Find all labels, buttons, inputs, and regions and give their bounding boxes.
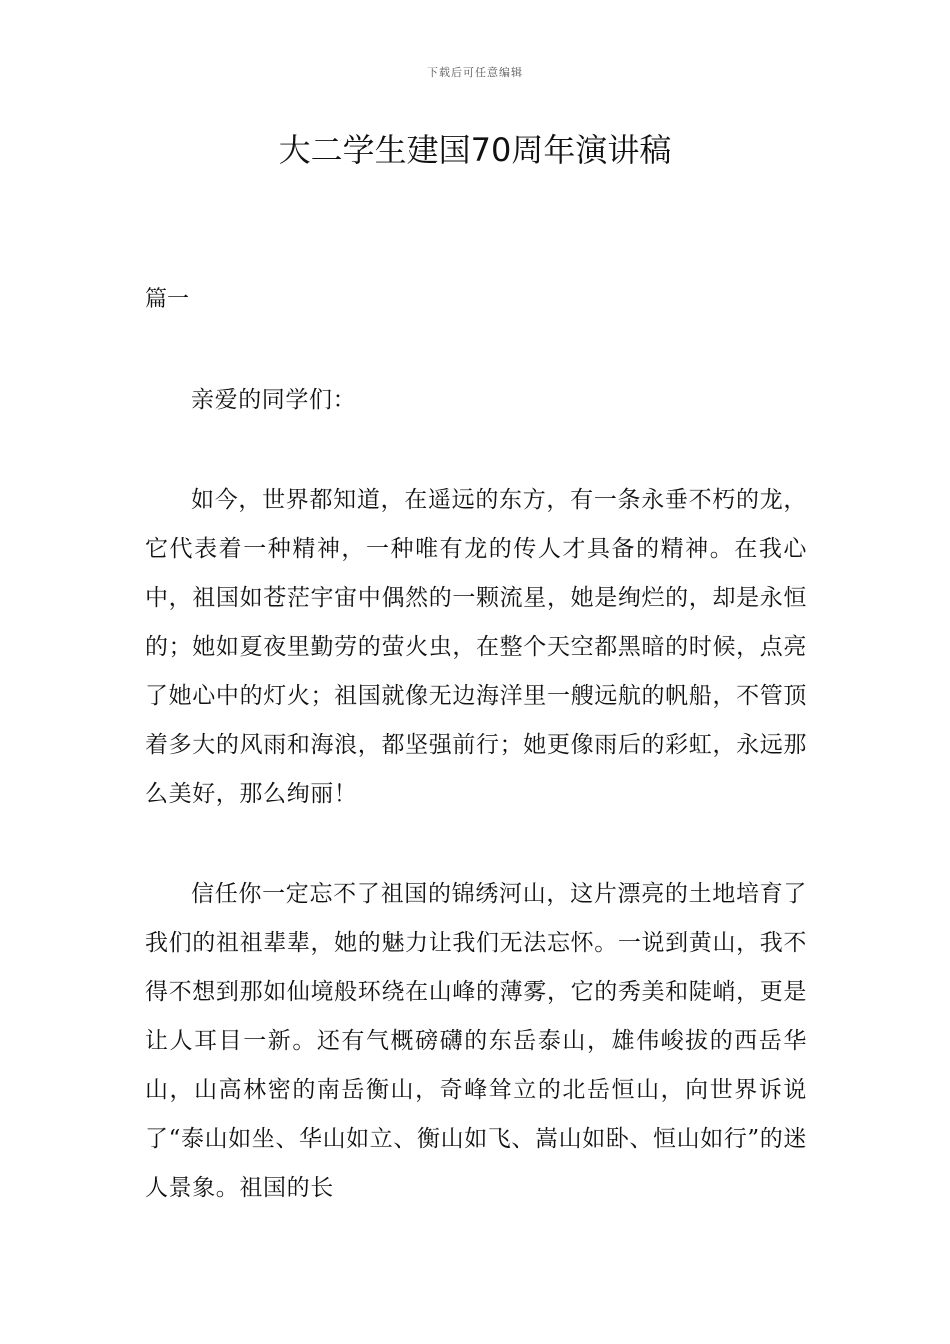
header-note: 下载后可任意编辑 [427, 66, 523, 79]
section-label: 篇一 [145, 287, 190, 312]
document-title: 大二学生建国70周年演讲稿 [278, 131, 672, 169]
greeting: 亲爱的同学们： [191, 387, 357, 413]
paragraph-1: 如今，世界都知道，在遥远的东方，有一条永垂不朽的龙，它代表着一种精神，一种唯有龙的传人才具备的精神。在我心中，祖国如苍茫宇宙中偶然的一颗流星，她是绚烂的，却是永恒的；她如夏夜里勤劳的萤火虫，在整个天空都黑暗的时候，点亮了她心中的灯火；祖国就像无边海洋里一艘远航的帆船，不管顶着多大的风雨和海浪，都坚强前行；她更像雨后的彩虹，永远那么美好，那么绚丽！ [145, 487, 807, 807]
paragraph-2: 信任你一定忘不了祖国的锦绣河山，这片漂亮的土地培育了我们的祖祖辈辈，她的魅力让我们无法忘怀。一说到黄山，我不得不想到那如仙境般环绕在山峰的薄雾，它的秀美和陡峭，更是让人耳目一新。还有气概磅礴的东岳泰山，雄伟峻拔的西岳华山，山高林密的南岳衡山，奇峰耸立的北岳恒山，向世界诉说了“泰山如坐、华山如立、衡山如飞、嵩山如卧、恒山如行”的迷人景象。祖国的长 [145, 881, 807, 1201]
